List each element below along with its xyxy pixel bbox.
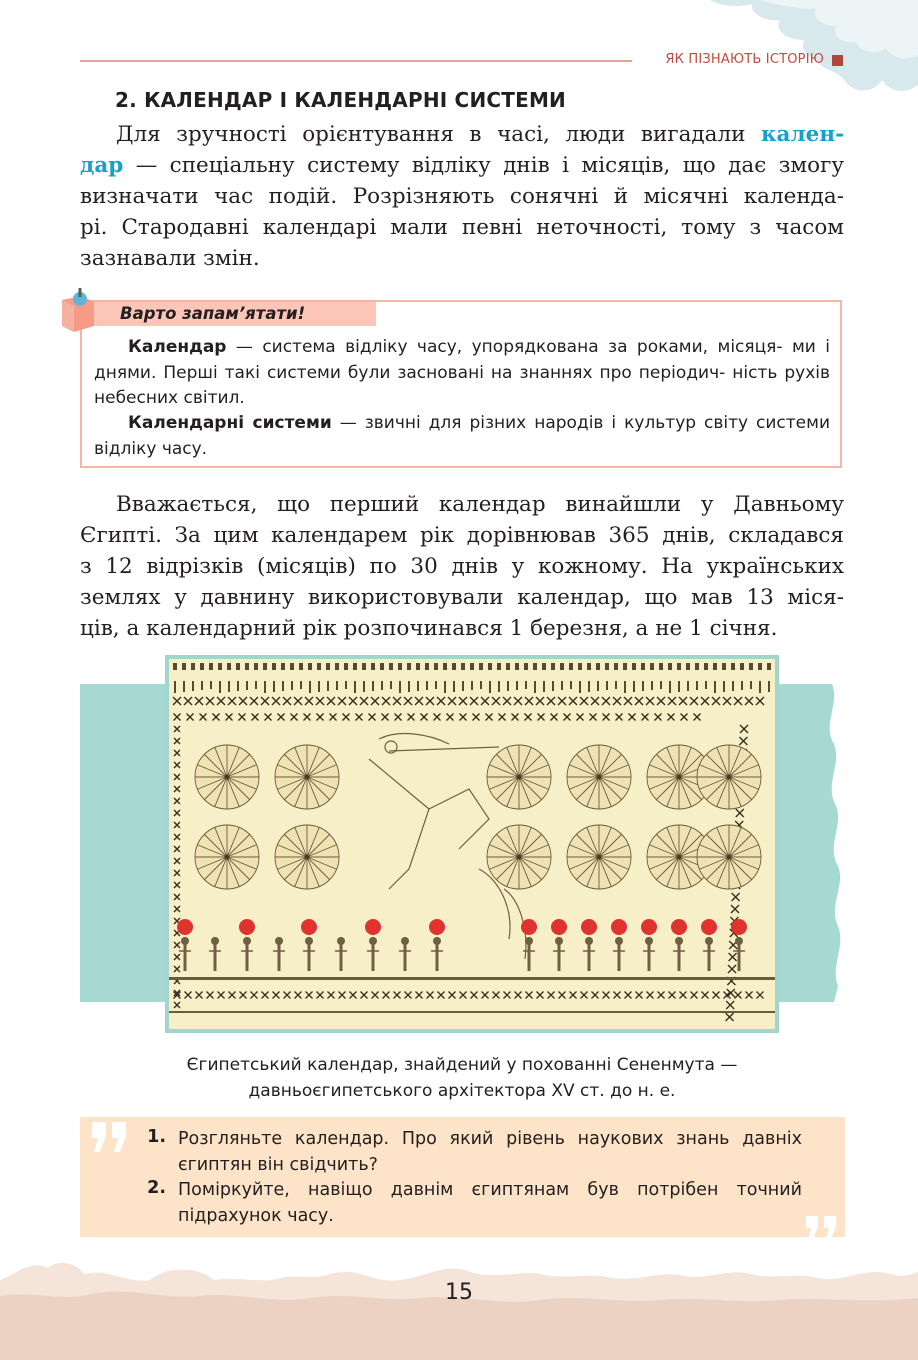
hieroglyph-mark — [489, 681, 491, 693]
hieroglyph-mark — [659, 663, 663, 670]
deity-head — [305, 937, 313, 945]
hieroglyph-mark — [416, 663, 420, 670]
body-line-5: ців, а календарний рік розпочинався 1 березня, а не 1 січня. — [80, 616, 778, 641]
hieroglyph-mark — [516, 681, 518, 690]
hieroglyph-mark — [219, 681, 221, 693]
deity-head — [337, 937, 345, 945]
wheel-hub — [677, 775, 682, 780]
hieroglyph-mark — [606, 681, 608, 690]
hieroglyph-mark — [768, 681, 770, 692]
wheel-hub — [305, 775, 310, 780]
sun-disc — [641, 919, 657, 935]
hieroglyph-mark — [525, 681, 527, 689]
hieroglyph-mark — [182, 663, 186, 670]
hieroglyph-mark — [408, 681, 410, 692]
intro-line-4: рі. Стародавні календарі мали певні неточності, тому з часом — [80, 215, 844, 240]
wheel-hub — [727, 775, 732, 780]
caption-line-1: Єгипетський календар, знайдений у похованні Сененмута — — [186, 1055, 738, 1075]
deity-head — [675, 937, 683, 945]
figure-caption — [80, 1052, 844, 1104]
sun-disc — [611, 919, 627, 935]
hieroglyph-mark — [263, 663, 267, 670]
hieroglyph-mark — [479, 663, 483, 670]
deity-head — [615, 937, 623, 945]
hieroglyph-mark — [723, 681, 725, 692]
wheel-hub — [597, 775, 602, 780]
hieroglyph-mark — [561, 681, 563, 690]
hieroglyph-mark — [453, 681, 455, 692]
hieroglyph-mark — [660, 681, 662, 689]
hieroglyph-mark — [389, 663, 393, 670]
hieroglyph-mark — [488, 663, 492, 670]
sun-disc — [301, 919, 317, 935]
hieroglyph-mark — [354, 681, 356, 693]
sun-disc — [239, 919, 255, 935]
quote-open-icon — [90, 1120, 130, 1154]
term-calendar-part1: кален- — [761, 122, 844, 147]
definition-term-calendar-systems: Календарні системи — [128, 413, 332, 433]
deity-head — [645, 937, 653, 945]
deity-head — [705, 937, 713, 945]
term-calendar-part2: дар — [80, 153, 124, 178]
hieroglyph-mark — [299, 663, 303, 670]
hieroglyph-mark — [425, 663, 429, 670]
hieroglyph-mark — [615, 681, 617, 689]
hieroglyph-mark — [759, 681, 761, 693]
hieroglyph-mark — [506, 663, 510, 670]
hieroglyph-mark — [173, 663, 177, 670]
intro-line-5: зазнавали змін. — [80, 246, 260, 271]
body-line-3: з 12 відрізків (місяців) по 30 днів у кожному. На українських — [80, 554, 844, 579]
lightbulb-icon — [60, 288, 96, 334]
question-1-number: 1. — [147, 1127, 166, 1147]
hieroglyph-mark — [624, 681, 626, 693]
wheel-hub — [727, 855, 732, 860]
hieroglyph-mark — [317, 663, 321, 670]
hieroglyph-mark — [758, 663, 762, 670]
hieroglyph-mark — [174, 681, 176, 693]
hieroglyph-mark — [399, 681, 401, 693]
hieroglyph-mark — [578, 663, 582, 670]
wheel-hub — [517, 775, 522, 780]
hieroglyph-mark — [497, 663, 501, 670]
deity-head — [525, 937, 533, 945]
hieroglyph-mark — [254, 663, 258, 670]
sun-disc — [581, 919, 597, 935]
hieroglyph-mark — [704, 663, 708, 670]
header-square-marker — [832, 55, 843, 66]
sun-disc — [551, 919, 567, 935]
hieroglyph-mark — [246, 681, 248, 690]
hieroglyph-mark — [677, 663, 681, 670]
hieroglyph-mark — [282, 681, 284, 691]
hieroglyph-mark — [767, 663, 771, 670]
deity-head — [433, 937, 441, 945]
hieroglyph-mark — [407, 663, 411, 670]
hieroglyph-mark — [308, 663, 312, 670]
hieroglyph-mark — [542, 663, 546, 670]
remember-title: Варто запам’ятати! — [120, 304, 306, 323]
wheel-hub — [677, 855, 682, 860]
hieroglyph-mark — [381, 681, 383, 690]
hieroglyph-mark — [515, 663, 519, 670]
hieroglyph-mark — [552, 681, 554, 691]
hieroglyph-mark — [227, 663, 231, 670]
hieroglyph-mark — [722, 663, 726, 670]
hieroglyph-mark — [435, 681, 437, 689]
sun-disc — [731, 919, 747, 935]
sun-disc — [429, 919, 445, 935]
hieroglyph-mark — [650, 663, 654, 670]
hieroglyph-mark — [696, 681, 698, 690]
hieroglyph-mark — [462, 681, 464, 691]
intro-line-1: Для зручності орієнтування в часі, люди вигадали кален- — [116, 122, 844, 147]
hieroglyph-mark — [318, 681, 320, 692]
wheel-hub — [225, 775, 230, 780]
caption-line-2: давньоєгипетського архітектора XV ст. до н. е. — [248, 1081, 676, 1101]
hieroglyph-mark — [326, 663, 330, 670]
hieroglyph-mark — [749, 663, 753, 670]
hieroglyph-mark — [713, 663, 717, 670]
hieroglyph-mark — [461, 663, 465, 670]
wheel-hub — [305, 855, 310, 860]
hieroglyph-mark — [732, 681, 734, 691]
hieroglyph-mark — [614, 663, 618, 670]
hieroglyph-mark — [587, 663, 591, 670]
section-heading: 2. КАЛЕНДАР І КАЛЕНДАРНІ СИСТЕМИ — [115, 88, 566, 112]
intro-line-2: дар — спеціальну систему відліку днів і місяців, що дає змогу — [80, 153, 844, 178]
hieroglyph-mark — [507, 681, 509, 691]
deity-head — [735, 937, 743, 945]
hieroglyph-mark — [669, 681, 671, 693]
hieroglyph-mark — [218, 663, 222, 670]
hieroglyph-mark — [471, 681, 473, 690]
hieroglyph-mark — [560, 663, 564, 670]
hieroglyph-mark — [668, 663, 672, 670]
hieroglyph-mark — [569, 663, 573, 670]
hieroglyph-mark — [705, 681, 707, 689]
hieroglyph-mark — [434, 663, 438, 670]
deity-head — [243, 937, 251, 945]
hieroglyph-mark — [309, 681, 311, 693]
hieroglyph-mark — [498, 681, 500, 692]
question-2-text: Поміркуйте, навіщо давнім єгиптянам був потрібен точний підрахунок часу. — [178, 1180, 802, 1226]
hieroglyph-mark — [426, 681, 428, 690]
hieroglyph-mark — [641, 663, 645, 670]
hieroglyph-mark — [731, 663, 735, 670]
hieroglyph-mark — [417, 681, 419, 691]
hieroglyph-mark — [236, 663, 240, 670]
definition-calendar: Календар — система відліку часу, упорядкована за роками, місяця- ми і днями. Перші такі системи були засновані на знаннях про періодич- ність рухів небесних світил. — [94, 337, 830, 408]
body-line-4: землях у давнину використовували календар, що мав 13 міся- — [80, 585, 844, 610]
hieroglyph-mark — [687, 681, 689, 691]
hieroglyph-mark — [272, 663, 276, 670]
hieroglyph-mark — [273, 681, 275, 692]
hieroglyph-mark — [551, 663, 555, 670]
hieroglyph-mark — [605, 663, 609, 670]
hieroglyph-mark — [390, 681, 392, 689]
bottom-landscape-decoration — [0, 1250, 918, 1360]
deity-head — [275, 937, 283, 945]
hieroglyph-mark — [371, 663, 375, 670]
header-rule — [80, 60, 632, 62]
hieroglyph-mark — [327, 681, 329, 691]
sun-disc — [177, 919, 193, 935]
hieroglyph-mark — [741, 681, 743, 690]
deity-head — [211, 937, 219, 945]
hieroglyph-mark — [363, 681, 365, 692]
hieroglyph-mark — [740, 663, 744, 670]
hieroglyph-mark — [237, 681, 239, 691]
hieroglyph-mark — [398, 663, 402, 670]
hieroglyph-mark — [245, 663, 249, 670]
hieroglyph-mark — [255, 681, 257, 689]
hieroglyph-mark — [336, 681, 338, 690]
hieroglyph-mark — [300, 681, 302, 689]
hieroglyph-mark — [362, 663, 366, 670]
intro-line-3: визначати час подій. Розрізняють сонячні й місячні календа- — [80, 184, 844, 209]
definition-term-calendar: Календар — [128, 337, 227, 357]
hieroglyph-mark — [201, 681, 203, 690]
hieroglyph-mark — [596, 663, 600, 670]
hieroglyph-mark — [228, 681, 230, 692]
hieroglyph-mark — [291, 681, 293, 690]
deity-head — [401, 937, 409, 945]
wheel-hub — [517, 855, 522, 860]
hieroglyph-mark — [714, 681, 716, 693]
hieroglyph-mark — [579, 681, 581, 693]
hieroglyph-mark — [353, 663, 357, 670]
hieroglyph-mark — [623, 663, 627, 670]
hieroglyph-mark — [534, 681, 536, 693]
hieroglyph-mark — [651, 681, 653, 690]
hieroglyph-mark — [290, 663, 294, 670]
deity-head — [369, 937, 377, 945]
deity-head — [555, 937, 563, 945]
hieroglyph-mark — [191, 663, 195, 670]
hieroglyph-mark — [281, 663, 285, 670]
hieroglyph-mark — [335, 663, 339, 670]
hieroglyph-mark — [470, 663, 474, 670]
hieroglyph-mark — [344, 663, 348, 670]
question-2-number: 2. — [147, 1178, 166, 1198]
hieroglyph-mark — [192, 681, 194, 691]
hieroglyph-mark — [543, 681, 545, 692]
hieroglyph-mark — [597, 681, 599, 691]
deity-head — [585, 937, 593, 945]
hieroglyph-mark — [264, 681, 266, 693]
hieroglyph-mark — [695, 663, 699, 670]
hieroglyph-mark — [633, 681, 635, 692]
hieroglyph-mark — [380, 663, 384, 670]
definition-calendar-systems: Календарні системи — звичні для різних народів і культур світу системи відліку часу. — [94, 413, 831, 459]
hieroglyph-mark — [209, 663, 213, 670]
hieroglyph-mark — [372, 681, 374, 691]
sun-disc — [521, 919, 537, 935]
sun-disc — [671, 919, 687, 935]
page-number: 15 — [445, 1280, 473, 1305]
hieroglyph-mark — [570, 681, 572, 689]
hieroglyph-mark — [183, 681, 185, 692]
hieroglyph-mark — [533, 663, 537, 670]
hieroglyph-mark — [444, 681, 446, 693]
sun-disc — [701, 919, 717, 935]
hieroglyph-mark — [632, 663, 636, 670]
hieroglyph-mark — [750, 681, 752, 689]
hieroglyph-mark — [443, 663, 447, 670]
running-header: ЯК ПІЗНАЮТЬ ІСТОРІЮ — [665, 52, 824, 67]
hieroglyph-mark — [588, 681, 590, 692]
hieroglyph-mark — [480, 681, 482, 689]
figure-band-torn-edge — [812, 684, 852, 1002]
wheel-hub — [225, 855, 230, 860]
hieroglyph-mark — [200, 663, 204, 670]
hieroglyph-mark — [524, 663, 528, 670]
hieroglyph-mark — [678, 681, 680, 692]
hieroglyph-mark — [642, 681, 644, 691]
sun-disc — [365, 919, 381, 935]
wheel-hub — [597, 855, 602, 860]
hieroglyph-mark — [345, 681, 347, 689]
hieroglyph-mark — [686, 663, 690, 670]
body-line-2: Єгипті. За цим календарем рік дорівнював 365 днів, складався — [80, 523, 844, 548]
hieroglyph-mark — [452, 663, 456, 670]
deity-head — [181, 937, 189, 945]
egyptian-calendar-image — [169, 659, 775, 1029]
quote-close-icon — [804, 1214, 840, 1240]
hieroglyph-mark — [210, 681, 212, 689]
question-1-text: Розгляньте календар. Про який рівень наукових знань давніх єгиптян він свідчить? — [178, 1129, 802, 1175]
body-line-1: Вважається, що перший календар винайшли у Давньому — [116, 492, 844, 517]
